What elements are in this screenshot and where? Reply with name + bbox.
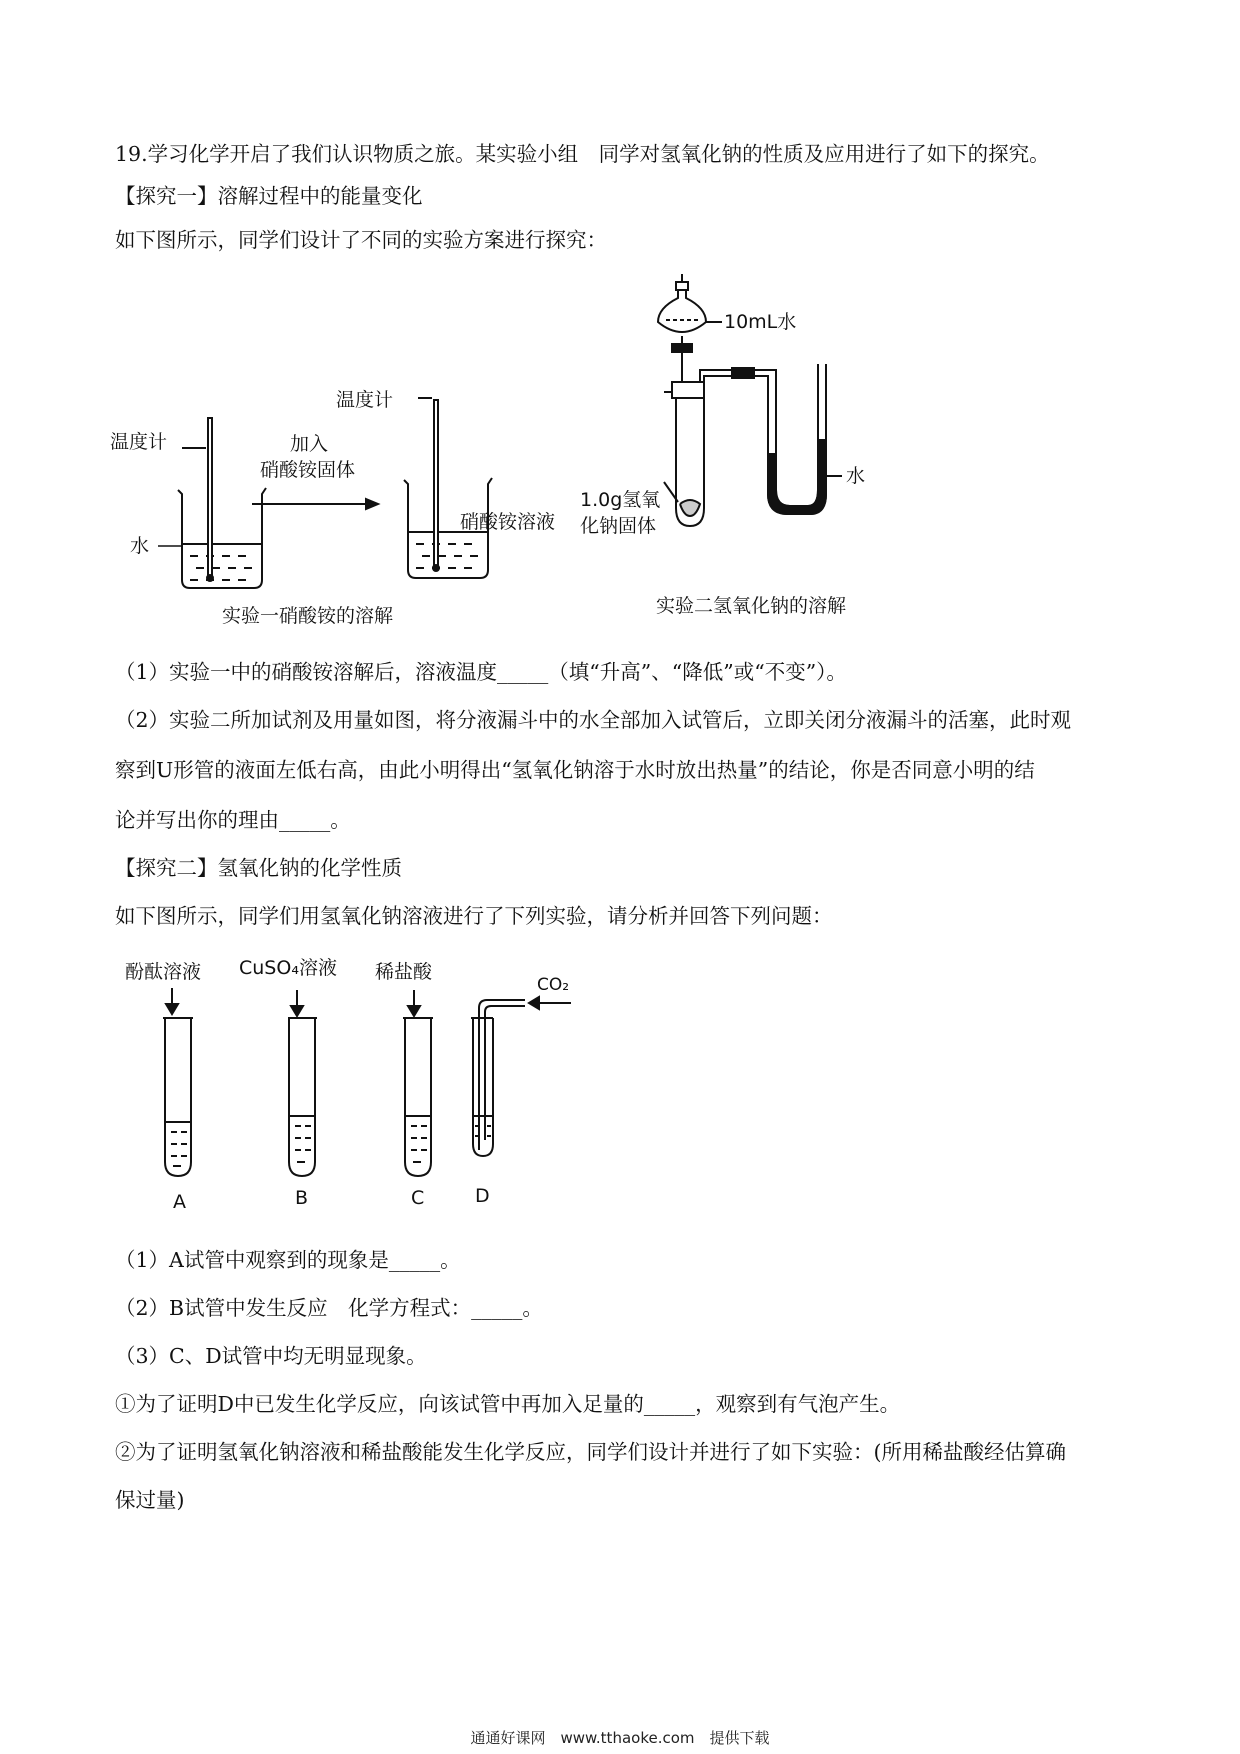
- reagent-label-c: 稀盐酸: [375, 961, 433, 983]
- test-tube-with-naoh: [664, 370, 734, 526]
- section1-description: 如下图所示，同学们设计了不同的实验方案进行探究：: [115, 228, 607, 252]
- caption-experiment-1: 实验一硝酸铵的溶解: [222, 605, 394, 627]
- u-tube: [732, 364, 842, 514]
- add-label-1: 加入: [290, 433, 329, 455]
- test-tube-a: [163, 988, 193, 1176]
- reagent-label-d: CO₂: [537, 975, 570, 995]
- thermometer-label-1: 温度计: [110, 431, 168, 453]
- question-2-3-b-line2: 保过量): [115, 1488, 185, 1512]
- thermometer-label-2: 温度计: [336, 389, 394, 411]
- question-2-2: （2）B试管中发生反应 化学方程式：_____。: [115, 1296, 543, 1320]
- tube-label-c: C: [411, 1187, 425, 1209]
- separatory-funnel: [658, 274, 722, 382]
- question-2-3: （3）C、D试管中均无明显现象。: [115, 1344, 427, 1368]
- thermometer-2: [418, 398, 439, 571]
- question-1-2-line2: 察到U形管的液面左低右高，由此小明得出“氢氧化钠溶于水时放出热量”的结论，你是否同意小明的结: [115, 758, 1035, 782]
- caption-experiment-2: 实验二氢氧化钠的溶解: [656, 595, 847, 617]
- question-1-2-line3: 论并写出你的理由_____。: [115, 808, 351, 832]
- arrow-add-solid: [252, 499, 378, 509]
- water-label: 水: [130, 535, 150, 557]
- figure-test-tubes: [115, 950, 615, 1220]
- section2-description: 如下图所示，同学们用氢氧化钠溶液进行了下列实验，请分析并回答下列问题：: [115, 904, 833, 928]
- test-tube-d: [471, 997, 571, 1156]
- test-tube-c: [403, 990, 433, 1176]
- reagent-label-b: CuSO₄溶液: [239, 957, 337, 979]
- reagent-label-a: 酚酞溶液: [125, 961, 202, 983]
- add-label-2: 硝酸铵固体: [260, 459, 356, 481]
- question-2-3-b-line1: ②为了证明氢氧化钠溶液和稀盐酸能发生化学反应，同学们设计并进行了如下实验：(所用稀盐酸经估算确: [115, 1440, 1066, 1464]
- solid-label-1: 1.0g氢氧: [580, 489, 661, 511]
- page-footer: 通通好课网 www.tthaoke.com 提供下载: [470, 1729, 770, 1747]
- solid-label-2: 化钠固体: [580, 515, 657, 537]
- figure-dissolution-experiments: [100, 270, 1000, 630]
- question-1-1: （1）实验一中的硝酸铵溶解后，溶液温度_____（填“升高”、“降低”或“不变”）。: [115, 660, 847, 684]
- u-tube-water-label: 水: [846, 465, 866, 487]
- section1-title: 【探究一】溶解过程中的能量变化: [115, 184, 423, 208]
- tube-label-b: B: [295, 1187, 309, 1209]
- test-tube-b: [288, 990, 317, 1176]
- question-intro: 19.学习化学开启了我们认识物质之旅。某实验小组 同学对氢氧化钠的性质及应用进行了如下的探究。: [115, 142, 1050, 166]
- section2-title: 【探究二】氢氧化钠的化学性质: [115, 856, 402, 880]
- question-2-1: （1）A试管中观察到的现象是_____。: [115, 1248, 461, 1272]
- question-2-3-a: ①为了证明D中已发生化学反应，向该试管中再加入足量的_____，观察到有气泡产生。: [115, 1392, 901, 1416]
- tube-label-a: A: [173, 1191, 186, 1213]
- question-1-2-line1: （2）实验二所加试剂及用量如图，将分液漏斗中的水全部加入试管后，立即关闭分液漏斗的活塞，此时观: [115, 708, 1072, 732]
- tube-label-d: D: [475, 1185, 490, 1207]
- solution-label: 硝酸铵溶液: [460, 511, 556, 533]
- funnel-water-label: 10mL水: [724, 311, 797, 333]
